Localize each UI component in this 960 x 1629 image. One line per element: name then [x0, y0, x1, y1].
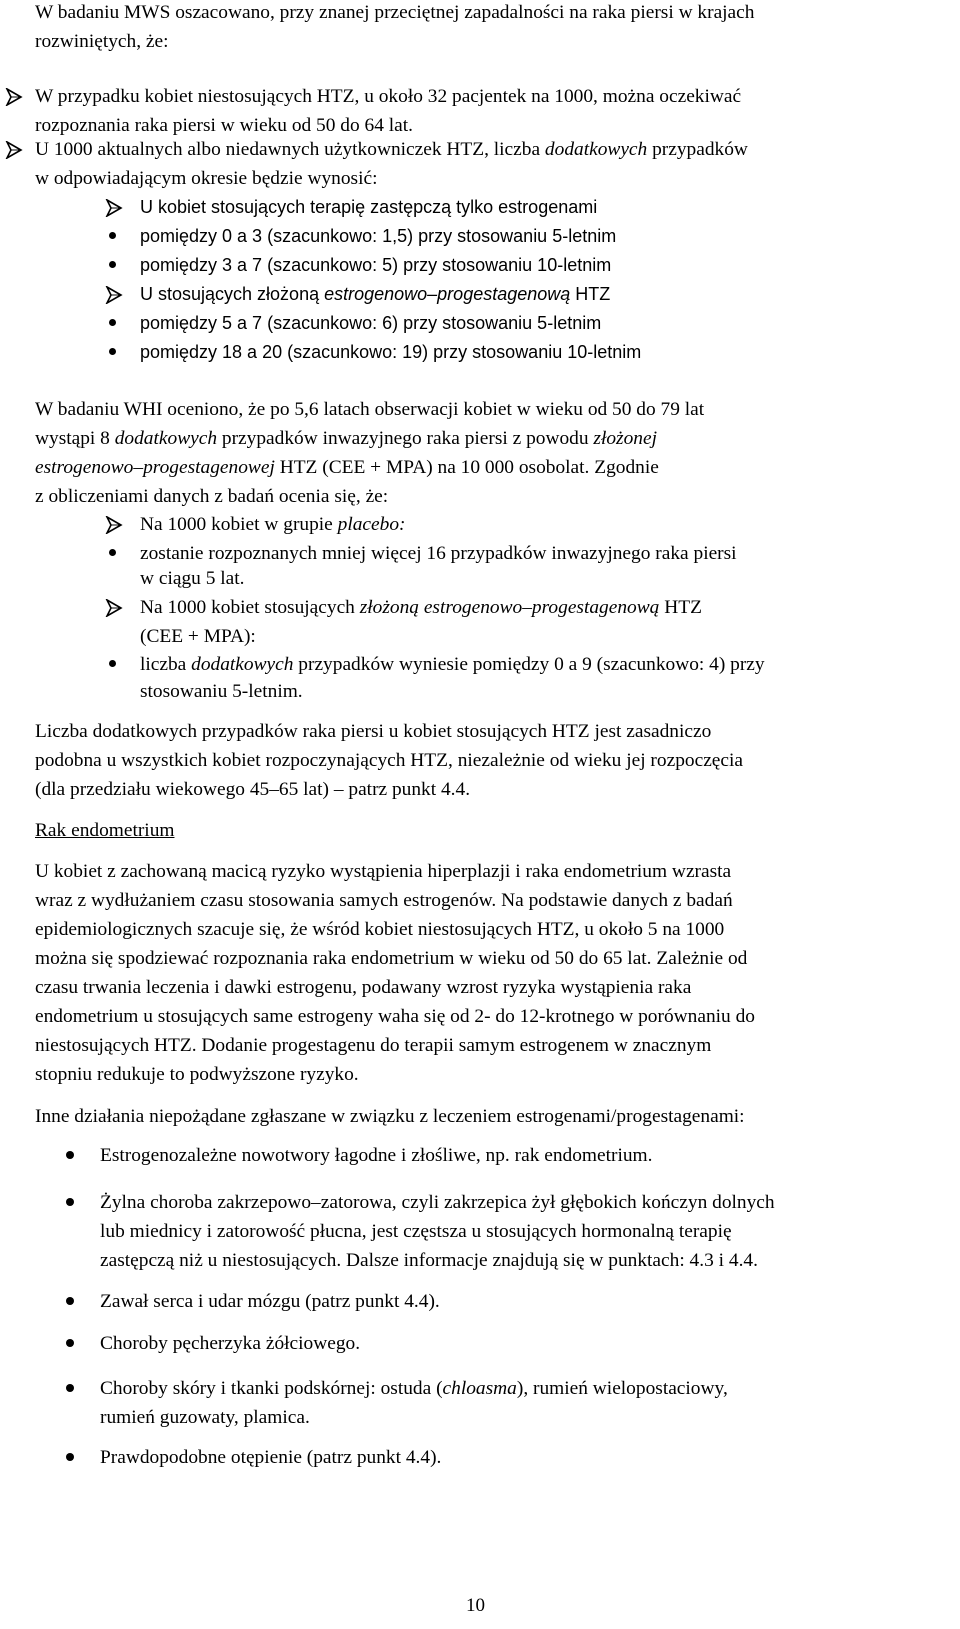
adverse-effect-item: Choroby skóry i tkanki podskórnej: ostuda (chloasma), rumień wielopostaciowy,: [100, 1378, 728, 1399]
combined-group-item: (CEE + MPA):: [140, 626, 256, 647]
mws-intro-line: rozwiniętych, że:: [35, 31, 169, 52]
bullet-dot-icon: [66, 1151, 74, 1159]
arrow-bullet-icon: [105, 599, 123, 617]
endometrium-line: wraz z wydłużaniem czasu stosowania samych estrogenów. Na podstawie danych z badań: [35, 890, 733, 911]
adverse-effect-item: zastępczą niż u niestosujących. Dalsze informacje znajdują się w punktach: 4.3 i 4.4.: [100, 1250, 758, 1271]
placebo-result-line: w ciągu 5 lat.: [140, 568, 245, 589]
summary-line: podobna u wszystkich kobiet rozpoczynających HTZ, niezależnie od wieku jej rozpoczęcia: [35, 750, 744, 771]
combined-htz-item: U stosujących złożoną estrogenowo–progestagenową HTZ: [140, 284, 611, 304]
arrow-bullet-icon: [105, 199, 123, 217]
mws-bullet-1-line: W przypadku kobiet niestosujących HTZ, u około 32 pacjentek na 1000, można oczekiwać: [35, 86, 742, 107]
bullet-dot-icon: [66, 1198, 74, 1206]
mws-bullet-2-line: w odpowiadającym okresie będzie wynosić:: [35, 168, 378, 189]
page-number: 10: [466, 1595, 485, 1616]
mws-bullet-1-line: rozpoznania raka piersi w wieku od 50 do 64 lat.: [35, 115, 414, 136]
combined-htz-10y: pomiędzy 18 a 20 (szacunkowo: 19) przy stosowaniu 10-letnim: [140, 342, 642, 362]
bullet-dot-icon: [109, 348, 116, 355]
arrow-bullet-icon: [105, 286, 123, 304]
bullet-dot-icon: [66, 1339, 74, 1347]
endometrium-line: endometrium u stosujących same estrogeny waha się od 2- do 12-krotnego w porównaniu do: [35, 1006, 755, 1027]
arrow-bullet-icon: [105, 516, 123, 534]
combined-group-item: Na 1000 kobiet stosujących złożoną estrogenowo–progestagenową HTZ: [140, 597, 702, 618]
endometrium-line: czasu trwania leczenia i dawki estrogenu, podawany wzrost ryzyka wystąpienia raka: [35, 977, 692, 998]
adverse-effect-item: Estrogenozależne nowotwory łagodne i złośliwe, np. rak endometrium.: [100, 1145, 653, 1166]
summary-line: Liczba dodatkowych przypadków raka piersi u kobiet stosujących HTZ jest zasadniczo: [35, 721, 712, 742]
estrogen-only-10y: pomiędzy 3 a 7 (szacunkowo: 5) przy stosowaniu 10-letnim: [140, 255, 612, 275]
placebo-result-line: zostanie rozpoznanych mniej więcej 16 przypadków inwazyjnego raka piersi: [140, 543, 737, 564]
placebo-group-item: Na 1000 kobiet w grupie placebo:: [140, 514, 406, 535]
combined-result-line: liczba dodatkowych przypadków wyniesie pomiędzy 0 a 9 (szacunkowo: 4) przy: [140, 654, 765, 675]
bullet-dot-icon: [109, 660, 116, 667]
endometrium-line: można się spodziewać rozpoznania raka endometrium w wieku od 50 do 65 lat. Zależnie od: [35, 948, 748, 969]
combined-htz-5y: pomiędzy 5 a 7 (szacunkowo: 6) przy stosowaniu 5-letnim: [140, 313, 602, 333]
adverse-effect-item: lub miednicy i zatorowość płucna, jest częstsza u stosujących hormonalną terapię: [100, 1221, 732, 1242]
adverse-effect-item: rumień guzowaty, plamica.: [100, 1407, 310, 1428]
arrow-bullet-icon: [5, 141, 23, 159]
adverse-effect-item: Choroby pęcherzyka żółciowego.: [100, 1333, 361, 1354]
endometrium-line: niestosujących HTZ. Dodanie progestagenu do terapii samym estrogenem w znacznym: [35, 1035, 712, 1056]
other-effects-intro: Inne działania niepożądane zgłaszane w związku z leczeniem estrogenami/progestagenami:: [35, 1106, 745, 1127]
bullet-dot-icon: [109, 232, 116, 239]
whi-paragraph-line: z obliczeniami danych z badań ocenia się, że:: [35, 486, 389, 507]
endometrium-line: U kobiet z zachowaną macicą ryzyko wystąpienia hiperplazji i raka endometrium wzrasta: [35, 861, 732, 882]
endometrium-line: epidemiologicznych szacuje się, że wśród kobiet niestosujących HTZ, u około 5 na 1000: [35, 919, 725, 940]
adverse-effect-item: Prawdopodobne otępienie (patrz punkt 4.4).: [100, 1447, 442, 1468]
estrogen-only-5y: pomiędzy 0 a 3 (szacunkowo: 1,5) przy stosowaniu 5-letnim: [140, 226, 617, 246]
bullet-dot-icon: [109, 549, 116, 556]
adverse-effect-item: Żylna choroba zakrzepowo–zatorowa, czyli zakrzepica żył głębokich kończyn dolnych: [100, 1192, 775, 1213]
bullet-dot-icon: [66, 1384, 74, 1392]
endometrium-heading: Rak endometrium: [35, 820, 175, 841]
whi-paragraph-line: W badaniu WHI oceniono, że po 5,6 latach obserwacji kobiet w wieku od 50 do 79 lat: [35, 399, 705, 420]
bullet-dot-icon: [109, 261, 116, 268]
bullet-dot-icon: [109, 319, 116, 326]
estrogen-only-item: U kobiet stosujących terapię zastępczą tylko estrogenami: [140, 197, 598, 217]
adverse-effect-item: Zawał serca i udar mózgu (patrz punkt 4.4).: [100, 1291, 440, 1312]
whi-paragraph-line: wystąpi 8 dodatkowych przypadków inwazyjnego raka piersi z powodu złożonej: [35, 428, 657, 449]
mws-bullet-2-line: U 1000 aktualnych albo niedawnych użytkowniczek HTZ, liczba dodatkowych przypadków: [35, 139, 748, 160]
arrow-bullet-icon: [5, 88, 23, 106]
mws-intro-line: W badaniu MWS oszacowano, przy znanej przeciętnej zapadalności na raka piersi w krajach: [35, 2, 755, 23]
combined-result-line: stosowaniu 5-letnim.: [140, 681, 303, 702]
bullet-dot-icon: [66, 1453, 74, 1461]
bullet-dot-icon: [66, 1297, 74, 1305]
summary-line: (dla przedziału wiekowego 45–65 lat) – patrz punkt 4.4.: [35, 779, 471, 800]
endometrium-line: stopniu redukuje to podwyższone ryzyko.: [35, 1064, 359, 1085]
whi-paragraph-line: estrogenowo–progestagenowej HTZ (CEE + MPA) na 10 000 osobolat. Zgodnie: [35, 457, 659, 478]
